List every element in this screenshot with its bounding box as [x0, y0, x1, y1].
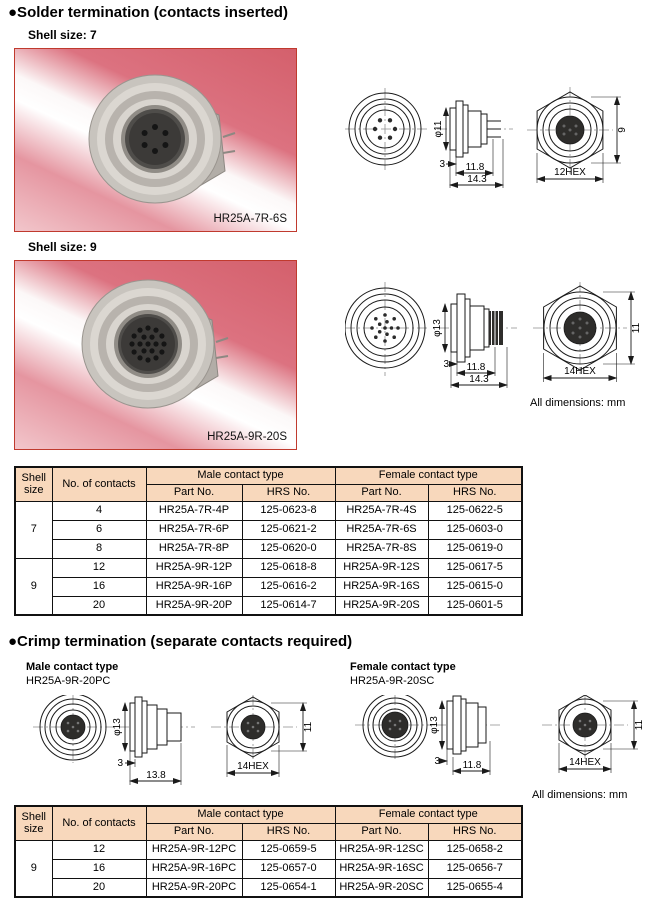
- cell-female-hrs: 125-0656-7: [428, 859, 522, 878]
- dim-hex-label: 12HEX: [554, 167, 586, 178]
- section-title-solder: ●Solder termination (contacts inserted): [8, 4, 288, 21]
- cell-female-hrs: 125-0603-0: [428, 520, 522, 539]
- dim-diameter-label: φ13: [429, 716, 440, 734]
- cell-male-part: HR25A-9R-20P: [146, 596, 242, 615]
- cell-shell-size: 9: [15, 840, 52, 897]
- cell-male-hrs: 125-0657-0: [242, 859, 335, 878]
- table-row: [15, 840, 522, 859]
- shell7-size-label: Shell size: 7: [28, 28, 97, 42]
- connector-photo-shell7-icon: [83, 67, 243, 217]
- dim-offset-label: 3: [434, 756, 440, 767]
- header-shell-size: Shell size: [15, 467, 52, 501]
- cell-contacts: 20: [52, 596, 146, 615]
- tech-drawing-crimp-female: [340, 695, 660, 800]
- dim-diameter-label: φ13: [432, 319, 443, 337]
- cell-male-part: HR25A-7R-6P: [146, 520, 242, 539]
- table-row: [15, 558, 522, 577]
- header-female-part-no: Part No.: [335, 823, 428, 840]
- dim-rear-height-label: 9: [617, 127, 628, 133]
- dim-hex-label: 14HEX: [569, 757, 601, 768]
- table-row: [15, 878, 522, 897]
- cell-contacts: 4: [52, 501, 146, 520]
- dim-rear-height-label: 11: [631, 322, 642, 334]
- cell-male-hrs: 125-0614-7: [242, 596, 335, 615]
- table-row: [15, 859, 522, 878]
- tech-drawing-shell7: [345, 85, 665, 205]
- header-female-hrs-no: HRS No.: [428, 484, 522, 501]
- header-female-contact-type: Female contact type: [335, 806, 522, 823]
- cell-male-hrs: 125-0618-8: [242, 558, 335, 577]
- cell-female-hrs: 125-0601-5: [428, 596, 522, 615]
- dim-diameter-label: φ13: [112, 718, 123, 736]
- product-photo-shell7: [14, 48, 297, 232]
- cell-male-hrs: 125-0616-2: [242, 577, 335, 596]
- tech-drawing-shell9: [345, 278, 665, 408]
- crimp-male-type-label: Male contact type: [26, 661, 119, 673]
- table-row: [15, 596, 522, 615]
- header-female-contact-type: Female contact type: [335, 467, 522, 484]
- cell-female-hrs: 125-0622-5: [428, 501, 522, 520]
- dim-diameter-label: φ11: [433, 120, 444, 138]
- product-photo-shell9: [14, 260, 297, 450]
- dims-note-crimp: All dimensions: mm: [532, 789, 628, 801]
- cell-male-hrs: 125-0620-0: [242, 539, 335, 558]
- header-female-hrs-no: HRS No.: [428, 823, 522, 840]
- cell-male-part: HR25A-9R-16PC: [146, 859, 242, 878]
- crimp-male-part-label: HR25A-9R-20PC: [26, 675, 111, 687]
- crimp-female-part-label: HR25A-9R-20SC: [350, 675, 435, 687]
- header-male-contact-type: Male contact type: [146, 467, 335, 484]
- table-row: [15, 577, 522, 596]
- cell-contacts: 12: [52, 558, 146, 577]
- cell-female-hrs: 125-0619-0: [428, 539, 522, 558]
- dim-rear-height-label: 11: [634, 719, 645, 731]
- cell-contacts: 6: [52, 520, 146, 539]
- cell-male-part: HR25A-9R-12P: [146, 558, 242, 577]
- dim-offset-label: 3: [443, 359, 449, 370]
- dim-rear-height-label: 11: [303, 721, 314, 733]
- dim-hex-label: 14HEX: [237, 761, 269, 772]
- dim-total-length-label: 14.3: [469, 374, 489, 385]
- section-title-crimp: ●Crimp termination (separate contacts required): [8, 633, 353, 650]
- table-row: [15, 501, 522, 520]
- dim-hex-label: 14HEX: [564, 366, 596, 377]
- dims-note-solder: All dimensions: mm: [530, 397, 626, 409]
- cell-male-part: HR25A-9R-16P: [146, 577, 242, 596]
- header-male-hrs-no: HRS No.: [242, 823, 335, 840]
- cell-shell-size: 9: [15, 558, 52, 615]
- cell-female-part: HR25A-9R-12S: [335, 558, 428, 577]
- cell-female-part: HR25A-9R-12SC: [335, 840, 428, 859]
- cell-female-part: HR25A-9R-16SC: [335, 859, 428, 878]
- cell-contacts: 12: [52, 840, 146, 859]
- header-no-of-contacts: No. of contacts: [52, 467, 146, 501]
- cell-female-part: HR25A-9R-20S: [335, 596, 428, 615]
- cell-male-part: HR25A-9R-12PC: [146, 840, 242, 859]
- dim-total-length-label: 14.3: [467, 174, 487, 185]
- cell-female-part: HR25A-9R-16S: [335, 577, 428, 596]
- dim-mid-length-label: 11.8: [465, 162, 485, 173]
- cell-female-hrs: 125-0655-4: [428, 878, 522, 897]
- photo-caption-shell7: HR25A-7R-6S: [213, 213, 287, 225]
- cell-contacts: 16: [52, 859, 146, 878]
- header-shell-size: Shell size: [15, 806, 52, 840]
- dim-offset-label: 3: [117, 758, 123, 769]
- header-male-contact-type: Male contact type: [146, 806, 335, 823]
- cell-male-part: HR25A-7R-4P: [146, 501, 242, 520]
- cell-shell-size: 7: [15, 501, 52, 558]
- crimp-parts-table: [14, 805, 523, 898]
- header-male-hrs-no: HRS No.: [242, 484, 335, 501]
- header-female-part-no: Part No.: [335, 484, 428, 501]
- dim-offset-label: 3: [439, 159, 445, 170]
- cell-female-hrs: 125-0615-0: [428, 577, 522, 596]
- cell-contacts: 20: [52, 878, 146, 897]
- dim-total-length-label: 13.8: [146, 770, 166, 781]
- cell-male-hrs: 125-0659-5: [242, 840, 335, 859]
- table-row: [15, 520, 522, 539]
- connector-photo-shell9-icon: [76, 272, 236, 422]
- tech-drawing-crimp-male: [15, 695, 335, 800]
- crimp-female-type-label: Female contact type: [350, 661, 456, 673]
- solder-parts-table: [14, 466, 523, 616]
- cell-male-hrs: 125-0654-1: [242, 878, 335, 897]
- header-male-part-no: Part No.: [146, 823, 242, 840]
- shell9-size-label: Shell size: 9: [28, 240, 97, 254]
- cell-male-hrs: 125-0623-8: [242, 501, 335, 520]
- photo-caption-shell9: HR25A-9R-20S: [207, 431, 287, 443]
- cell-female-part: HR25A-9R-20SC: [335, 878, 428, 897]
- cell-male-hrs: 125-0621-2: [242, 520, 335, 539]
- cell-female-hrs: 125-0617-5: [428, 558, 522, 577]
- cell-female-hrs: 125-0658-2: [428, 840, 522, 859]
- dim-total-length-label: 11.8: [462, 760, 482, 771]
- dim-mid-length-label: 11.8: [466, 362, 486, 373]
- header-no-of-contacts: No. of contacts: [52, 806, 146, 840]
- cell-female-part: HR25A-7R-8S: [335, 539, 428, 558]
- cell-female-part: HR25A-7R-6S: [335, 520, 428, 539]
- cell-female-part: HR25A-7R-4S: [335, 501, 428, 520]
- cell-male-part: HR25A-9R-20PC: [146, 878, 242, 897]
- cell-contacts: 8: [52, 539, 146, 558]
- table-row: [15, 539, 522, 558]
- header-male-part-no: Part No.: [146, 484, 242, 501]
- cell-contacts: 16: [52, 577, 146, 596]
- cell-male-part: HR25A-7R-8P: [146, 539, 242, 558]
